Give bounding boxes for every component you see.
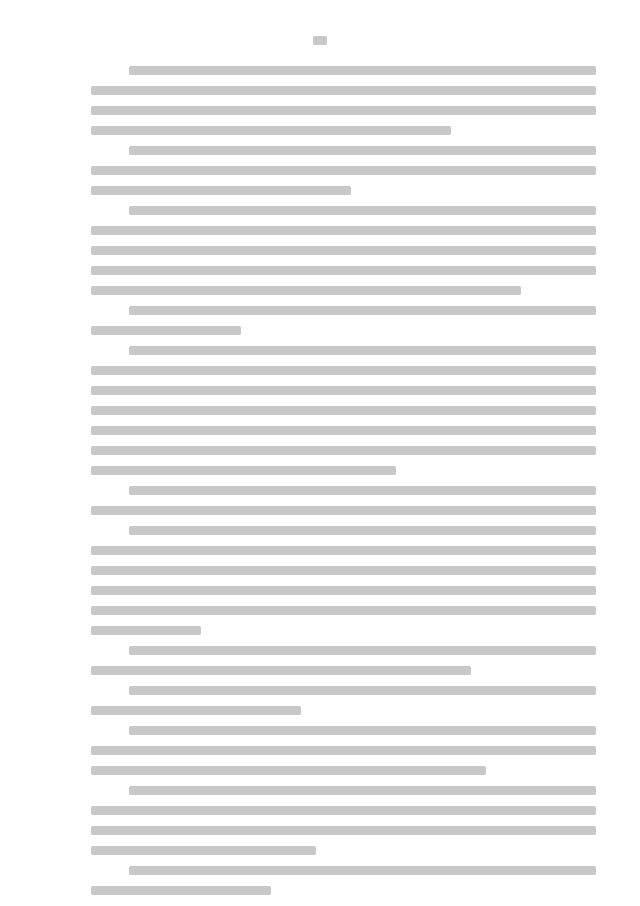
text-line-placeholder [129,526,596,535]
paragraph-placeholder [91,786,596,855]
text-line-placeholder [91,606,596,615]
text-line-placeholder [91,826,596,835]
text-line-placeholder [129,146,596,155]
text-line-placeholder [91,466,396,475]
text-line-placeholder [129,66,596,75]
text-line-placeholder [91,446,596,455]
paragraph-placeholder [91,306,596,335]
text-line-placeholder [91,566,596,575]
text-line-placeholder [91,326,241,335]
text-line-placeholder [91,406,596,415]
text-line-placeholder [91,426,596,435]
text-line-placeholder [129,346,596,355]
text-line-placeholder [129,786,596,795]
text-line-placeholder [129,726,596,735]
text-line-placeholder [313,36,327,45]
text-line-placeholder [129,866,596,875]
text-line-placeholder [91,106,596,115]
paragraph-placeholder [91,206,596,295]
text-line-placeholder [91,626,201,635]
text-line-placeholder [91,86,596,95]
paragraph-placeholder [91,346,596,475]
paragraph-placeholder [91,486,596,515]
paragraph-placeholder [91,526,596,635]
text-line-placeholder [91,766,486,775]
paragraph-placeholder [91,726,596,775]
text-line-placeholder [91,366,596,375]
page-number-placeholder [0,36,640,52]
paragraph-placeholder [91,146,596,195]
text-line-placeholder [129,646,596,655]
paragraph-placeholder [91,646,596,675]
text-line-placeholder [91,886,271,895]
text-line-placeholder [91,706,301,715]
text-line-placeholder [91,806,596,815]
text-line-placeholder [91,386,596,395]
text-line-placeholder [91,186,351,195]
text-line-placeholder [91,246,596,255]
text-line-placeholder [91,286,521,295]
text-line-placeholder [91,226,596,235]
text-line-placeholder [129,686,596,695]
text-line-placeholder [129,206,596,215]
paragraph-placeholder [91,866,596,895]
body-text [91,66,596,906]
text-line-placeholder [129,486,596,495]
paragraph-placeholder [91,66,596,135]
paragraph-placeholder [91,686,596,715]
text-line-placeholder [91,846,316,855]
text-line-placeholder [91,266,596,275]
text-line-placeholder [129,306,596,315]
text-line-placeholder [91,506,596,515]
text-line-placeholder [91,666,471,675]
text-line-placeholder [91,166,596,175]
text-line-placeholder [91,126,451,135]
text-line-placeholder [91,546,596,555]
text-line-placeholder [91,746,596,755]
text-line-placeholder [91,586,596,595]
